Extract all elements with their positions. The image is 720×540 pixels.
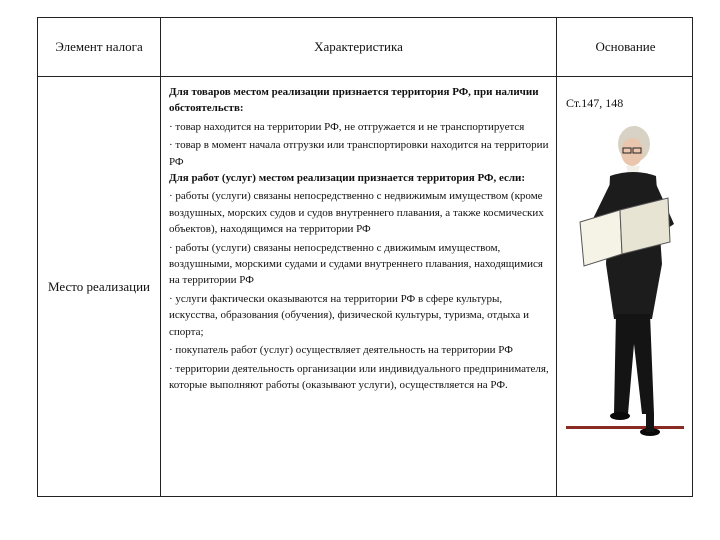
goods-item: · товар находится на территории РФ, не отгружается и не транспортируется [169, 120, 525, 133]
header-basis: Основание [595, 39, 656, 54]
woman-with-folder-illustration [558, 114, 686, 484]
services-item: · покупатель работ (услуг) осуществляет деятельность на территории РФ [169, 344, 513, 357]
tax-table [37, 17, 693, 497]
characteristic-cell [169, 84, 549, 393]
services-item: · территории деятельность организации или индивидуального предпринимателя, которые выполняют работы (оказывают услуги), осуществляется на РФ. [169, 362, 549, 391]
services-item: · работы (услуги) связаны непосредственно с движимым имуществом, воздушными, морскими судами и судами внутреннего плавания, находящимися на территории РФ [169, 241, 543, 287]
column-divider [160, 18, 161, 496]
column-divider [556, 18, 557, 496]
services-item: · услуги фактически оказываются на территории РФ в сфере культуры, искусства, образования (обучения), физической культуры, туризма, отдыха и спорта; [169, 292, 529, 338]
basis-cell: Ст.147, 148 [566, 96, 624, 110]
header-characteristic: Характеристика [314, 39, 403, 54]
element-cell: Место реализации [47, 278, 151, 294]
goods-item: · товар в момент начала отгрузки или транспортировки находится на территории РФ [169, 139, 549, 168]
services-item: · работы (услуги) связаны непосредственно с недвижимым имуществом (кроме воздушных, морских судов и судов внутреннего плавания, а также космических объектов), находящимся на территории РФ [169, 190, 544, 236]
header-element: Элемент налога [55, 39, 143, 54]
services-heading: Для работ (услуг) местом реализации признается территория РФ, если: [169, 172, 526, 185]
goods-heading: Для товаров местом реализации признается территория РФ, при наличии обстоятельств: [169, 86, 539, 115]
